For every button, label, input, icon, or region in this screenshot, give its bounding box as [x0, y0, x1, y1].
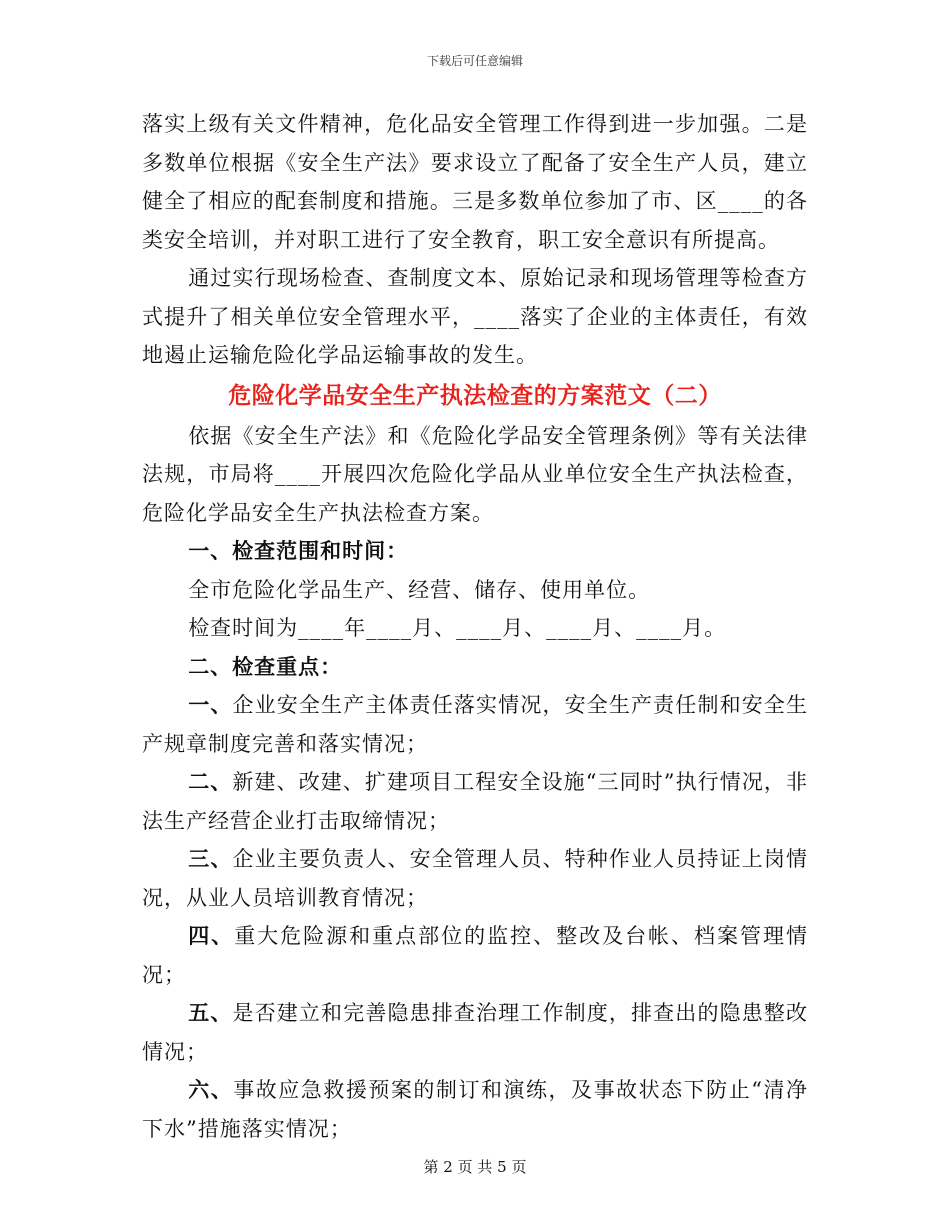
section-title: 危险化学品安全生产执法检查的方案范文（二）	[228, 381, 722, 409]
list-item	[142, 994, 808, 1071]
list-item-prefix: 二、	[188, 769, 233, 794]
list-item-text: 企业安全生产主体责任落实情况，安全生产责任制和安全生产规章制度完善和落实情况；	[142, 693, 809, 756]
paragraph-3: 依据《安全生产法》和《危险化学品安全管理条例》等有关法律法规，市局将____开展四次危险化学品从业单位安全生产执法检查，危险化学品安全生产执法检查方案。	[142, 423, 808, 525]
list-item-text: 事故应急救援预案的制订和演练，及事故状态下防止“清净下水”措施落实情况；	[142, 1078, 809, 1141]
list-item	[142, 840, 808, 917]
list-item-prefix: 五、	[188, 1000, 233, 1025]
paragraph-5: 检查时间为____年____月、____月、____月、____月。	[188, 616, 727, 640]
list-item-text: 新建、改建、扩建项目工程安全设施“三同时”执行情况，非法生产经营企业打击取缔情况；	[142, 770, 808, 833]
list-item	[142, 763, 808, 840]
list-item-prefix: 三、	[188, 846, 233, 871]
list-item-prefix: 四、	[188, 923, 235, 948]
paragraph-1: 落实上级有关文件精神，危化品安全管理工作得到进一步加强。二是多数单位根据《安全生产法》要求设立了配备了安全生产人员，建立健全了相应的配套制度和措施。三是多数单位参加了市、区____的各类安全培训，并对职工进行了安全教育，职工安全意识有所提高。	[142, 112, 808, 252]
list-item-text: 企业主要负责人、安全管理人员、特种作业人员持证上岗情况，从业人员培训教育情况；	[142, 847, 809, 910]
list-item	[142, 917, 808, 994]
document-body	[142, 105, 808, 1148]
paragraph-2: 通过实行现场检查、查制度文本、原始记录和现场管理等检查方式提升了相关单位安全管理水平，____落实了企业的主体责任，有效地遏止运输危险化学品运输事故的发生。	[142, 266, 808, 367]
heading-scope-and-time: 一、检查范围和时间：	[188, 538, 409, 563]
list-item	[142, 1071, 808, 1148]
page-number: 第 2 页 共 5 页	[423, 1158, 527, 1176]
list-item-text: 重大危险源和重点部位的监控、整改及台帐、档案管理情况；	[142, 924, 809, 987]
list-item-text: 是否建立和完善隐患排查治理工作制度，排查出的隐患整改情况；	[142, 1001, 809, 1064]
list-item-prefix: 六、	[188, 1077, 234, 1102]
paragraph-4: 全市危险化学品生产、经营、储存、使用单位。	[188, 577, 651, 602]
heading-key-points: 二、检查重点：	[188, 653, 343, 679]
list-item-prefix: 一、	[188, 692, 233, 717]
list-item	[142, 686, 808, 763]
page-header-note: 下载后可任意编辑	[426, 54, 523, 68]
